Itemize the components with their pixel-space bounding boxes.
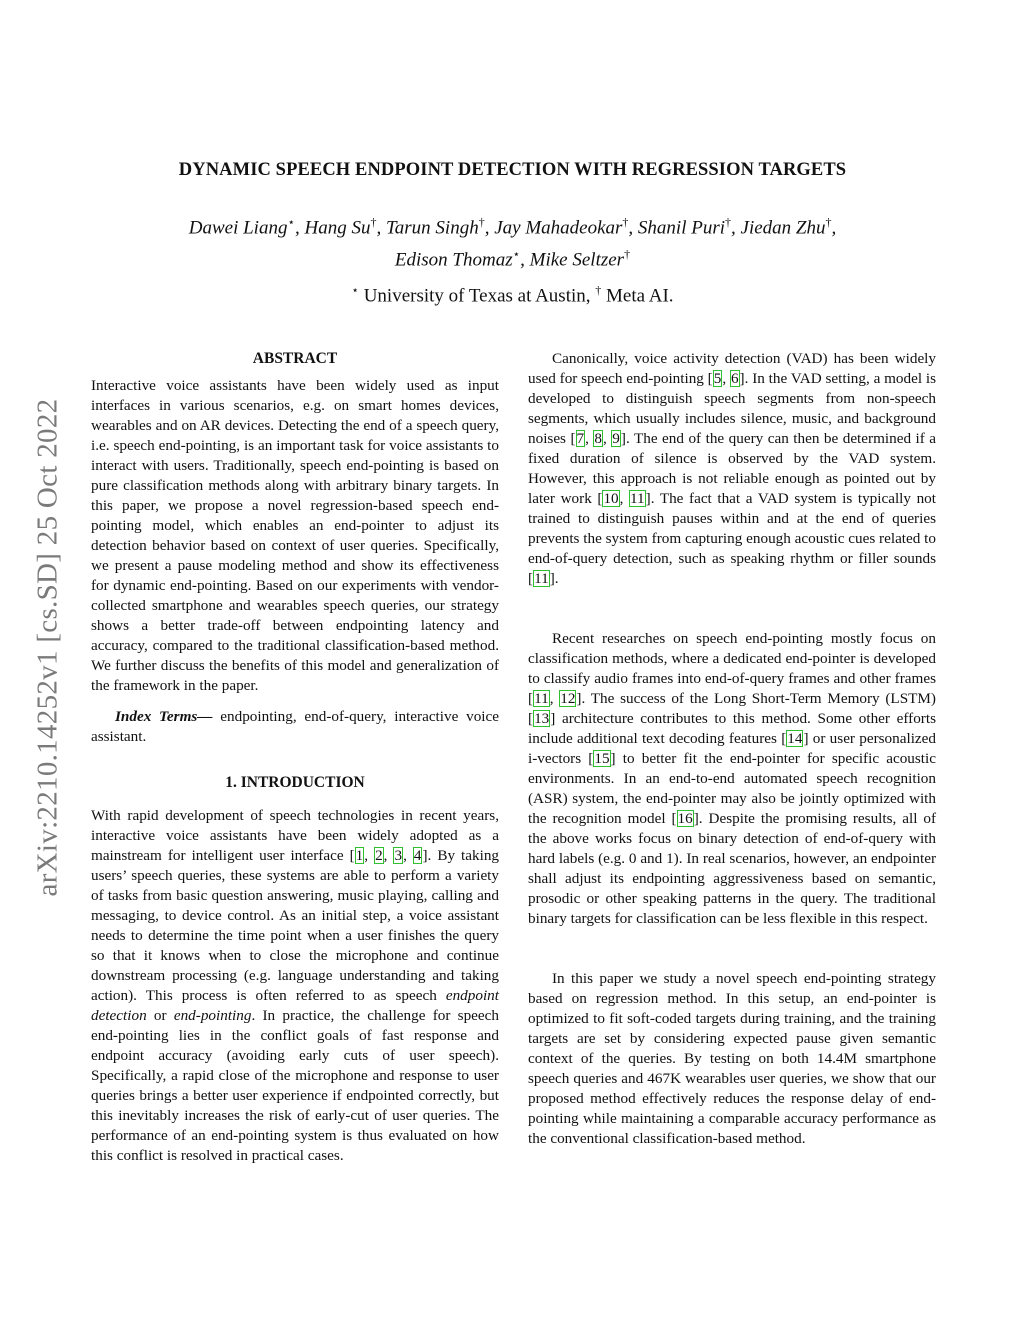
author: Jiedan Zhu: [740, 217, 826, 239]
intro-paragraph-3: Recent researches on speech end-pointing mostly focus on classification methods, where a dedicated end-pointer is developed to classify audio frames into end-of-query frames and other frames [11, 12]. The success of the Long Short-Term Memory (LSTM) [13] architecture contributes to this method. Some other efforts include additional text decoding features [14] or user personalized i-vectors [15] to better fit the end-pointer for specific acoustic environments. In an end-to-end automated speech recognition (ASR) system, the end-pointer may also be jointly optimized with the recognition model [16]. Despite the promising results, all of the above works focus on binary detection of end-of-query with hard labels (e.g. 0 and 1). In real scenarios, however, an endpointer shall adjust its endpointing aggressiveness based on semantic, prosodic or other speaking patterns in the query. The traditional binary targets for classification can be less flexible in this respect.: [528, 630, 936, 927]
affiliation-ut-austin: University of Texas at Austin,: [363, 285, 591, 307]
citation-link[interactable]: 5: [713, 370, 722, 387]
citation-link[interactable]: 1: [355, 847, 364, 864]
citation-link[interactable]: 12: [560, 690, 576, 707]
author: Edison Thomaz: [394, 249, 513, 271]
author: Dawei Liang: [188, 217, 288, 239]
citation-link[interactable]: 11: [630, 490, 645, 507]
citation-link[interactable]: 15: [594, 750, 610, 767]
citation-link[interactable]: 3: [394, 847, 403, 864]
citation-link[interactable]: 7: [576, 430, 585, 447]
citation-link[interactable]: 11: [534, 690, 549, 707]
author-line-1: Dawei Liang⋆, Hang Su†, Tarun Singh†, Jay Mahadeokar†, Shanil Puri†, Jiedan Zhu†,: [188, 215, 837, 239]
arxiv-identifier: arXiv:2210.14252v1 [cs.SD] 25 Oct 2022: [31, 398, 64, 897]
citation-link[interactable]: 10: [603, 490, 619, 507]
citation-link[interactable]: 13: [534, 710, 550, 727]
author: Shanil Puri: [637, 217, 726, 239]
arxiv-sidebar-stamp: [28, 345, 68, 950]
abstract-text: Interactive voice assistants have been widely used as input interfaces in various scenarios, e.g. on smart homes devices, wearables and on AR devices. Detecting the end of a speech query, i.e. speech end-pointing, is an important task for voice assistants to interact with users. Traditionally, speech end-pointing is based on pure classification methods along with arbitrary binary targets. In this paper, we propose a novel regression-based speech end-pointing model, which enables an end-pointer to adjust its detection behavior based on context of user queries. Specifically, we present a pause modeling method and show its effectiveness for dynamic end-pointing. Based on our experiments with vendor-collected smartphone and wearables speech queries, our strategy shows a better trade-off between endpointing latency and accuracy, compared to the traditional classification-based method. We further discuss the benefits of this model and generalization of the framework in the paper.: [91, 377, 499, 694]
author: Hang Su: [304, 217, 371, 239]
intro-paragraph-1: With rapid development of speech technologies in recent years, interactive voice assistants have been widely adopted as a mainstream for intelligent user interface [1, 2, 3, 4]. By taking users’ speech queries, these systems are able to perform a variety of tasks from basic question answering, music playing, calling and messaging, to device control. As an initial step, a voice assistant needs to determine the time point when a user finishes the query so that it knows when to close the microphone and continue downstream processing (e.g. language understanding and taking action). This process is often referred to as speech endpoint detection or end-pointing. In practice, the challenge for speech end-pointing lies in the conflict goals of fast response and endpoint accuracy (avoiding early cuts of user speech). Specifically, a rapid close of the microphone and response to user queries brings a better user experience if endpointed correctly, but this inevitably increases the risk of early-cut of user queries. The performance of an end-pointing system is thus evaluated on how this conflict is resolved in practical cases.: [91, 807, 500, 1164]
introduction-heading: 1. INTRODUCTION: [225, 774, 365, 791]
left-column: [91, 345, 499, 1166]
paper-title: DYNAMIC SPEECH ENDPOINT DETECTION WITH REGRESSION TARGETS: [178, 160, 847, 180]
right-column: [528, 345, 936, 1149]
author-line-2: Edison Thomaz⋆, Mike Seltzer†: [394, 247, 631, 271]
author-list: [90, 209, 935, 274]
intro-paragraph-2: Canonically, voice activity detection (VAD) has been widely used for speech end-pointing [5, 6]. In the VAD setting, a model is developed to distinguish speech segments from non-speech segments, which usually includes silence, music, and background noises [7, 8, 9]. The end of the query can then be determined if a fixed duration of silence is observed by the VAD system. However, this approach is not reliable enough as pointed out by later work [10, 11]. The fact that a VAD system is typically not trained to distinguish pauses within and at the end of queries prevents the system from capturing enough acoustic cues related to end-of-query detection, such as speaking rhythm or filler sounds [11].: [528, 350, 937, 587]
citation-link[interactable]: 8: [594, 430, 602, 447]
index-terms: Index Terms— endpointing, end-of-query, interactive voice assistant.: [91, 708, 499, 745]
author: Tarun Singh: [385, 217, 479, 239]
citation-link[interactable]: 4: [413, 847, 422, 864]
author: Mike Seltzer: [529, 249, 625, 271]
citation-link[interactable]: 9: [612, 430, 620, 447]
citation-link[interactable]: 14: [787, 730, 803, 747]
affiliations: ⋆ University of Texas at Austin, † Meta AI.: [351, 283, 674, 307]
citation-link[interactable]: 6: [730, 370, 739, 387]
affiliation-meta: Meta AI.: [606, 285, 674, 307]
citation-link[interactable]: 2: [375, 847, 383, 864]
intro-paragraph-4: In this paper we study a novel speech end-pointing strategy based on regression method. In this setup, an end-pointer is optimized to fit soft-coded targets during training, and the training targets are set by considering expected pause given semantic context of the queries. By testing on both 14.4M smartphone speech queries and 467K wearables user queries, we show that our proposed method effectively reduces the response delay of end-pointing while maintaining a comparable accuracy performance as the conventional classification-based method.: [528, 970, 936, 1147]
citation-link[interactable]: 11: [534, 570, 549, 587]
abstract-heading: ABSTRACT: [252, 350, 338, 367]
author: Jay Mahadeokar: [494, 217, 623, 239]
citation-link[interactable]: 16: [677, 810, 693, 827]
